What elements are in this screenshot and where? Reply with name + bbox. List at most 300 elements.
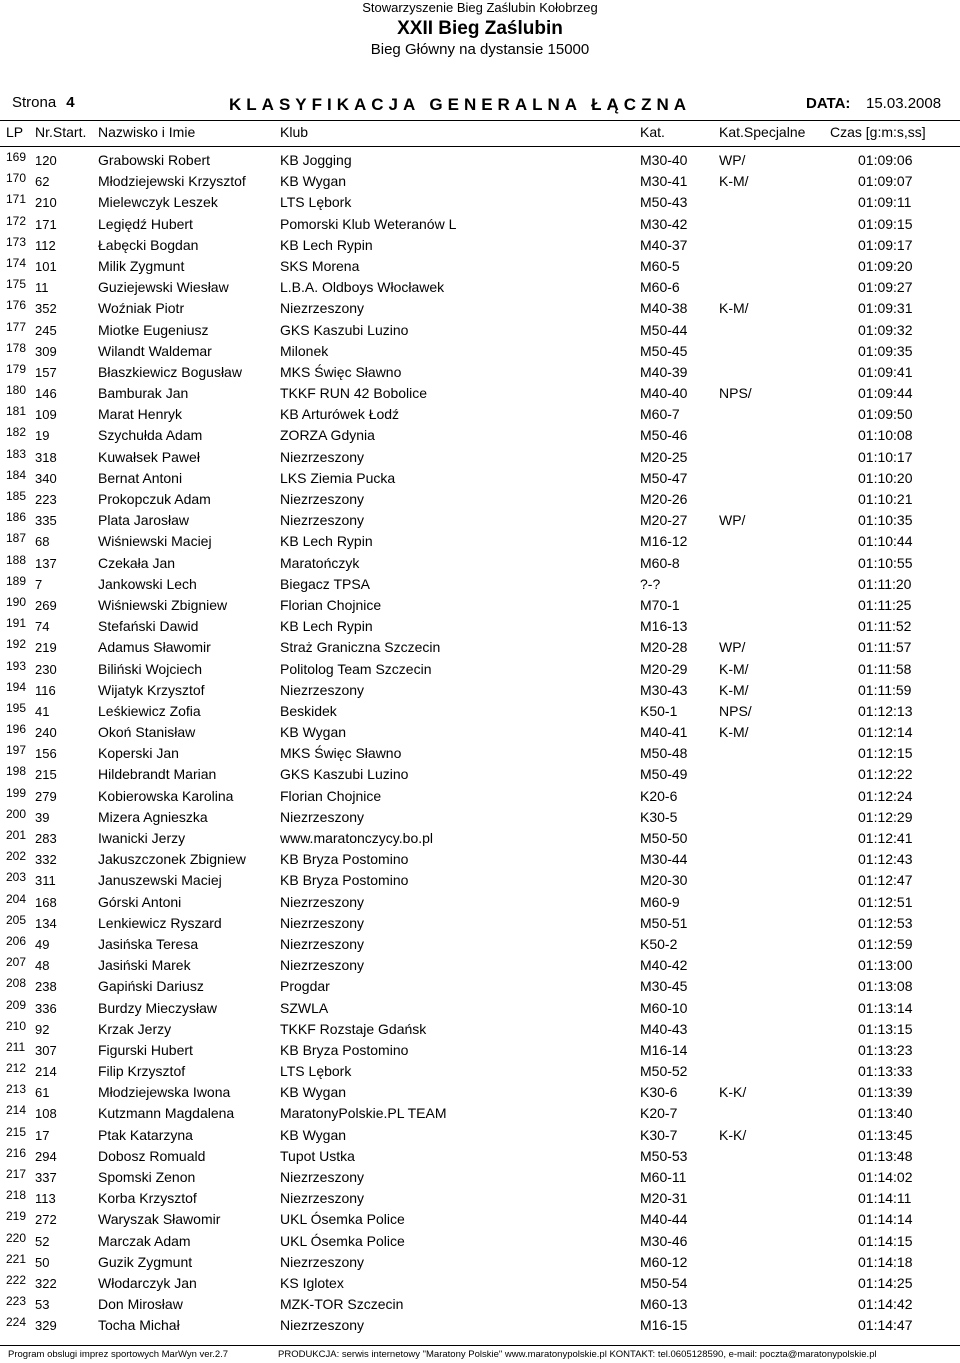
row-club: Niezrzeszony: [280, 448, 365, 465]
table-row: [0, 997, 960, 1018]
row-category: M50-53: [640, 1147, 688, 1164]
row-start-number: 240: [35, 725, 57, 741]
row-club: SKS Morena: [280, 257, 360, 274]
row-start-number: 245: [35, 322, 57, 338]
table-row: [0, 1208, 960, 1229]
row-club: Biegacz TPSA: [280, 575, 371, 592]
row-athlete-name: Kuwałsek Paweł: [98, 448, 200, 465]
row-position: 203: [6, 870, 27, 885]
row-time: 01:09:06: [858, 152, 913, 168]
row-club: Politolog Team Szczecin: [280, 660, 432, 677]
row-start-number: 116: [35, 682, 56, 698]
row-position: 223: [6, 1294, 27, 1309]
row-start-number: 7: [35, 576, 43, 592]
row-athlete-name: Jankowski Lech: [98, 575, 197, 592]
row-start-number: 108: [35, 1106, 57, 1122]
table-row: [0, 424, 960, 445]
row-club: Milonek: [280, 342, 329, 359]
row-category: M50-45: [640, 342, 688, 359]
row-athlete-name: Wiśniewski Zbigniew: [98, 596, 228, 613]
row-club: Niezrzeszony: [280, 1169, 365, 1185]
row-position: 216: [6, 1145, 27, 1160]
row-club: Florian Chojnice: [280, 787, 382, 804]
row-time: 01:09:41: [858, 363, 913, 380]
row-club: LTS Lębork: [280, 1063, 352, 1080]
row-time: 01:13:08: [858, 978, 913, 995]
row-start-number: 272: [35, 1212, 57, 1228]
row-category: K30-5: [640, 808, 678, 825]
row-position: 181: [6, 404, 27, 419]
row-start-number: 283: [35, 831, 57, 846]
table-row: [0, 700, 960, 721]
table-row: [0, 361, 960, 382]
row-time: 01:10:55: [858, 554, 913, 571]
row-start-number: 337: [35, 1170, 57, 1185]
row-position: 201: [6, 828, 27, 842]
row-athlete-name: Burdzy Mieczysław: [98, 999, 218, 1016]
row-position: 179: [6, 361, 27, 376]
row-time: 01:13:15: [858, 1020, 913, 1037]
row-start-number: 214: [35, 1064, 57, 1080]
table-row: [0, 1145, 960, 1166]
row-category: M30-40: [640, 152, 688, 168]
row-club: KB Bryza Postomino: [280, 1041, 409, 1058]
event-title: XXII Bieg Zaślubin: [397, 18, 563, 39]
organizer-name: Stowarzyszenie Bieg Zaślubin Kołobrzeg: [362, 0, 598, 15]
row-position: 202: [6, 849, 27, 864]
row-athlete-name: Guzik Zygmunt: [98, 1253, 193, 1270]
row-position: 205: [6, 912, 27, 927]
row-position: 193: [6, 658, 27, 673]
row-athlete-name: Miotke Eugeniusz: [98, 321, 209, 338]
row-time: 01:12:29: [858, 808, 913, 825]
row-start-number: 269: [35, 597, 57, 613]
table-row: [0, 1081, 960, 1102]
row-position: 186: [6, 510, 27, 525]
row-club: KB Jogging: [280, 152, 352, 168]
row-position: 206: [6, 933, 27, 948]
row-start-number: 223: [35, 492, 57, 507]
row-category: M40-37: [640, 236, 688, 253]
row-position: 176: [6, 298, 27, 313]
row-athlete-name: Adamus Sławomir: [98, 639, 211, 656]
row-category: M20-27: [640, 512, 688, 529]
row-athlete-name: Januszewski Maciej: [98, 872, 222, 889]
row-club: Niezrzeszony: [280, 512, 365, 529]
page-label: Strona: [12, 94, 57, 111]
row-position: 198: [6, 764, 27, 779]
row-athlete-name: Wijatyk Krzysztof: [98, 681, 205, 698]
table-row: [0, 1272, 960, 1293]
row-start-number: 146: [35, 386, 57, 402]
row-position: 214: [6, 1103, 27, 1118]
row-athlete-name: Lenkiewicz Ryszard: [98, 914, 222, 931]
row-position: 217: [6, 1167, 27, 1181]
table-row: [0, 912, 960, 933]
table-row: [0, 467, 960, 488]
row-athlete-name: Wiśniewski Maciej: [98, 533, 212, 550]
row-start-number: 62: [35, 174, 50, 190]
row-start-number: 50: [35, 1254, 50, 1270]
table-row: [0, 954, 960, 975]
row-athlete-name: Włodarczyk Jan: [98, 1274, 197, 1291]
table-row: [0, 552, 960, 573]
row-category: M20-30: [640, 872, 688, 889]
row-club: Niezrzeszony: [280, 808, 365, 825]
table-row: [0, 213, 960, 234]
row-category: M16-15: [640, 1317, 688, 1334]
row-athlete-name: Prokopczuk Adam: [98, 491, 211, 507]
row-start-number: 53: [35, 1297, 50, 1313]
row-athlete-name: Kutzmann Magdalena: [98, 1105, 235, 1122]
row-position: 183: [6, 446, 27, 461]
row-category: M60-5: [640, 257, 680, 274]
row-category: M30-44: [640, 851, 688, 868]
row-club: KB Bryza Postomino: [280, 851, 409, 868]
row-time: 01:13:33: [858, 1063, 913, 1080]
row-position: 195: [6, 700, 27, 715]
column-header-lp: LP: [6, 124, 24, 140]
header-top-divider: [0, 120, 960, 121]
row-category: M60-13: [640, 1296, 688, 1313]
table-row: [0, 869, 960, 890]
column-header-start-number: Nr.Start.: [35, 124, 87, 140]
row-time: 01:09:35: [858, 342, 913, 359]
row-club: UKL Ósemka Police: [280, 1232, 405, 1249]
row-time: 01:13:39: [858, 1084, 913, 1101]
row-club: KB Wygan: [280, 724, 347, 741]
row-athlete-name: Legiędź Hubert: [98, 215, 193, 232]
row-club: Beskidek: [280, 702, 337, 719]
row-time: 01:13:14: [858, 999, 913, 1016]
row-time: 01:10:17: [858, 448, 913, 465]
row-start-number: 41: [35, 703, 50, 719]
table-row: [0, 1018, 960, 1039]
row-club: MKS Święc Sławno: [280, 363, 402, 380]
row-category: M60-7: [640, 406, 680, 423]
row-position: 221: [6, 1251, 27, 1266]
table-row: [0, 191, 960, 212]
row-time: 01:14:18: [858, 1253, 913, 1270]
row-athlete-name: Iwanicki Jerzy: [98, 830, 186, 846]
row-start-number: 120: [35, 153, 57, 168]
row-time: 01:10:08: [858, 427, 913, 444]
footer-production-credit: PRODUKCJA: serwis internetowy "Maratony Polskie" www.maratonypolskie.pl KONTAKT: tel.0605128590, e-mail: poczta@maratonypolskie.pl: [278, 1349, 877, 1360]
row-athlete-name: Okoń Stanisław: [98, 724, 196, 741]
date-label: DATA:: [806, 95, 851, 112]
row-time: 01:13:48: [858, 1147, 913, 1164]
row-athlete-name: Bamburak Jan: [98, 385, 189, 402]
row-start-number: 74: [35, 619, 50, 635]
row-club: SZWLA: [280, 999, 329, 1016]
row-special-category: WP/: [719, 512, 746, 529]
classification-title: KLASYFIKACJA GENERALNA ŁĄCZNA: [229, 95, 692, 114]
row-club: UKL Ósemka Police: [280, 1211, 405, 1228]
row-category: M20-28: [640, 639, 688, 656]
row-category: K20-7: [640, 1105, 678, 1122]
row-club: KB Lech Rypin: [280, 618, 373, 635]
row-club: TKKF Rozstaje Gdańsk: [280, 1020, 427, 1037]
row-club: Niezrzeszony: [280, 893, 365, 910]
row-time: 01:12:24: [858, 787, 913, 804]
row-start-number: 19: [35, 428, 50, 444]
row-category: M30-45: [640, 978, 688, 995]
row-position: 187: [6, 531, 27, 546]
row-start-number: 137: [35, 555, 57, 571]
row-time: 01:14:47: [858, 1317, 913, 1334]
row-special-category: K-K/: [719, 1126, 747, 1143]
row-athlete-name: Kobierowska Karolina: [98, 787, 234, 804]
table-row: [0, 1166, 960, 1187]
row-category: K50-2: [640, 935, 678, 952]
row-time: 01:11:59: [858, 681, 912, 698]
row-position: 171: [6, 192, 27, 207]
row-category: M60-11: [640, 1169, 687, 1185]
table-row: [0, 1124, 960, 1145]
page-number: 4: [66, 94, 75, 111]
table-row: [0, 509, 960, 530]
row-category: M40-42: [640, 957, 688, 974]
row-time: 01:09:32: [858, 321, 913, 338]
table-row: [0, 1187, 960, 1208]
row-start-number: 336: [35, 1000, 57, 1016]
row-athlete-name: Woźniak Piotr: [98, 300, 185, 317]
row-category: M50-43: [640, 194, 688, 211]
table-row: [0, 785, 960, 806]
table-row: [0, 446, 960, 467]
row-club: KB Lech Rypin: [280, 533, 373, 550]
row-athlete-name: Jasińska Teresa: [98, 935, 199, 952]
row-time: 01:11:57: [858, 639, 912, 656]
row-position: 182: [6, 425, 27, 440]
row-start-number: 109: [35, 407, 57, 423]
table-row: [0, 1102, 960, 1123]
row-club: KB Wygan: [280, 1126, 347, 1143]
table-row: [0, 382, 960, 403]
row-start-number: 113: [35, 1191, 56, 1207]
row-athlete-name: Spomski Zenon: [98, 1169, 196, 1185]
row-club: KS Iglotex: [280, 1274, 344, 1291]
row-time: 01:09:44: [858, 385, 913, 402]
row-special-category: WP/: [719, 639, 746, 656]
row-category: M50-51: [640, 914, 688, 931]
table-row: [0, 403, 960, 424]
row-position: 218: [6, 1188, 27, 1203]
row-start-number: 157: [35, 364, 57, 380]
row-athlete-name: Gapiński Dariusz: [98, 978, 204, 995]
row-category: M40-44: [640, 1211, 688, 1228]
row-position: 200: [6, 806, 27, 821]
row-position: 207: [6, 955, 27, 970]
row-start-number: 238: [35, 979, 57, 995]
row-position: 224: [6, 1315, 27, 1330]
row-special-category: K-M/: [719, 173, 749, 190]
row-position: 220: [6, 1230, 27, 1245]
row-athlete-name: Figurski Hubert: [98, 1041, 193, 1058]
row-club: TKKF RUN 42 Bobolice: [280, 385, 428, 402]
results-table: [0, 149, 960, 1336]
table-row: [0, 319, 960, 340]
row-start-number: 352: [35, 301, 57, 317]
row-time: 01:12:41: [858, 830, 913, 846]
row-start-number: 335: [35, 513, 57, 529]
row-category: M60-12: [640, 1253, 688, 1270]
row-category: M70-1: [640, 596, 680, 613]
row-athlete-name: Marat Henryk: [98, 406, 183, 423]
row-athlete-name: Łabęcki Bogdan: [98, 236, 199, 253]
table-row: [0, 806, 960, 827]
table-row: [0, 488, 960, 509]
row-time: 01:12:43: [858, 851, 913, 868]
row-category: M20-25: [640, 448, 688, 465]
row-position: 188: [6, 552, 27, 567]
row-position: 204: [6, 891, 27, 906]
table-row: [0, 763, 960, 784]
table-row: [0, 975, 960, 996]
row-start-number: 156: [35, 746, 57, 762]
row-club: LKS Ziemia Pucka: [280, 469, 396, 486]
row-category: M50-52: [640, 1063, 688, 1080]
row-club: Florian Chojnice: [280, 596, 382, 613]
row-club: Niezrzeszony: [280, 1190, 365, 1207]
row-special-category: NPS/: [719, 385, 752, 402]
row-position: 209: [6, 997, 27, 1012]
row-category: M50-46: [640, 427, 688, 444]
row-category: M20-29: [640, 660, 688, 677]
row-position: 199: [6, 785, 27, 800]
row-athlete-name: Waryszak Sławomir: [98, 1211, 221, 1228]
row-time: 01:10:44: [858, 533, 913, 550]
row-time: 01:11:20: [858, 575, 912, 592]
row-start-number: 332: [35, 852, 57, 868]
row-athlete-name: Koperski Jan: [98, 745, 179, 762]
row-special-category: K-M/: [719, 300, 749, 317]
row-club: GKS Kaszubi Luzino: [280, 766, 409, 783]
row-club: Niezrzeszony: [280, 957, 365, 974]
row-athlete-name: Krzak Jerzy: [98, 1020, 172, 1037]
column-header-row: [0, 124, 960, 144]
row-club: Maratończyk: [280, 554, 360, 571]
row-category: M50-50: [640, 830, 688, 846]
row-club: KB Arturówek Łodź: [280, 406, 400, 423]
page-indicator: [12, 94, 75, 111]
row-position: 211: [6, 1039, 26, 1054]
row-category: M16-12: [640, 533, 688, 550]
row-start-number: 322: [35, 1275, 57, 1291]
row-time: 01:12:53: [858, 914, 913, 931]
table-row: [0, 530, 960, 551]
row-club: Tupot Ustka: [280, 1147, 355, 1164]
row-category: M50-47: [640, 469, 688, 486]
row-athlete-name: Dobosz Romuald: [98, 1147, 206, 1164]
table-row: [0, 636, 960, 657]
row-club: KB Wygan: [280, 173, 347, 190]
row-time: 01:09:50: [858, 406, 913, 423]
table-row: [0, 1251, 960, 1272]
row-start-number: 101: [35, 258, 57, 274]
row-special-category: NPS/: [719, 702, 752, 719]
row-start-number: 309: [35, 343, 57, 359]
row-category: M60-6: [640, 279, 680, 296]
row-category: M30-41: [640, 173, 688, 190]
row-start-number: 329: [35, 1318, 57, 1334]
row-club: L.B.A. Oldboys Włocławek: [280, 279, 445, 296]
event-subtitle: Bieg Główny na dystansie 15000: [370, 41, 590, 58]
row-time: 01:10:21: [858, 491, 913, 507]
row-athlete-name: Filip Krzysztof: [98, 1063, 186, 1080]
row-start-number: 168: [35, 894, 57, 910]
row-position: 174: [6, 255, 27, 270]
table-row: [0, 658, 960, 679]
row-athlete-name: Młodziejewski Krzysztof: [98, 173, 246, 190]
row-category: M40-43: [640, 1020, 688, 1037]
row-time: 01:12:22: [858, 766, 913, 783]
row-category: M30-43: [640, 681, 688, 698]
row-club: Progdar: [280, 978, 330, 995]
row-position: 169: [6, 150, 27, 164]
row-athlete-name: Don Mirosław: [98, 1296, 183, 1313]
column-header-special-category: Kat.Specjalne: [719, 124, 806, 140]
row-category: M50-49: [640, 766, 688, 783]
row-start-number: 11: [35, 280, 49, 296]
row-position: 219: [6, 1209, 27, 1224]
row-category: K20-6: [640, 787, 678, 804]
row-time: 01:13:23: [858, 1041, 913, 1058]
row-special-category: WP/: [719, 152, 746, 168]
row-athlete-name: Górski Antoni: [98, 893, 182, 910]
footer: [0, 1349, 960, 1363]
row-special-category: K-K/: [719, 1084, 747, 1101]
row-time: 01:13:40: [858, 1105, 913, 1122]
row-start-number: 294: [35, 1148, 57, 1164]
table-row: [0, 679, 960, 700]
row-athlete-name: Tocha Michał: [98, 1317, 180, 1334]
row-time: 01:09:27: [858, 279, 913, 296]
row-club: KB Wygan: [280, 1084, 347, 1101]
row-position: 212: [6, 1061, 27, 1076]
row-club: MKS Święc Sławno: [280, 745, 402, 762]
row-start-number: 215: [35, 767, 57, 783]
row-start-number: 279: [35, 788, 57, 804]
row-time: 01:09:20: [858, 257, 913, 274]
row-position: 189: [6, 573, 27, 588]
row-position: 213: [6, 1082, 27, 1097]
row-start-number: 210: [35, 195, 57, 211]
table-row: [0, 1293, 960, 1314]
row-category: M16-13: [640, 618, 688, 635]
row-club: Niezrzeszony: [280, 681, 365, 698]
row-special-category: K-M/: [719, 681, 749, 698]
row-club: ZORZA Gdynia: [280, 427, 375, 444]
table-row: [0, 594, 960, 615]
row-category: M40-40: [640, 385, 688, 402]
row-time: 01:12:14: [858, 724, 913, 741]
column-header-time: Czas [g:m:s,ss]: [830, 124, 926, 140]
table-row: [0, 255, 960, 276]
row-athlete-name: Grabowski Robert: [98, 152, 211, 168]
row-time: 01:12:13: [858, 702, 913, 719]
table-row: [0, 234, 960, 255]
row-category: M40-38: [640, 300, 688, 317]
row-position: 180: [6, 383, 27, 398]
row-start-number: 52: [35, 1233, 50, 1249]
table-row: [0, 340, 960, 361]
row-time: 01:13:45: [858, 1126, 913, 1143]
row-athlete-name: Korba Krzysztof: [98, 1190, 197, 1207]
row-position: 196: [6, 722, 27, 737]
row-athlete-name: Mielewczyk Leszek: [98, 194, 218, 211]
row-athlete-name: Bernat Antoni: [98, 469, 183, 486]
